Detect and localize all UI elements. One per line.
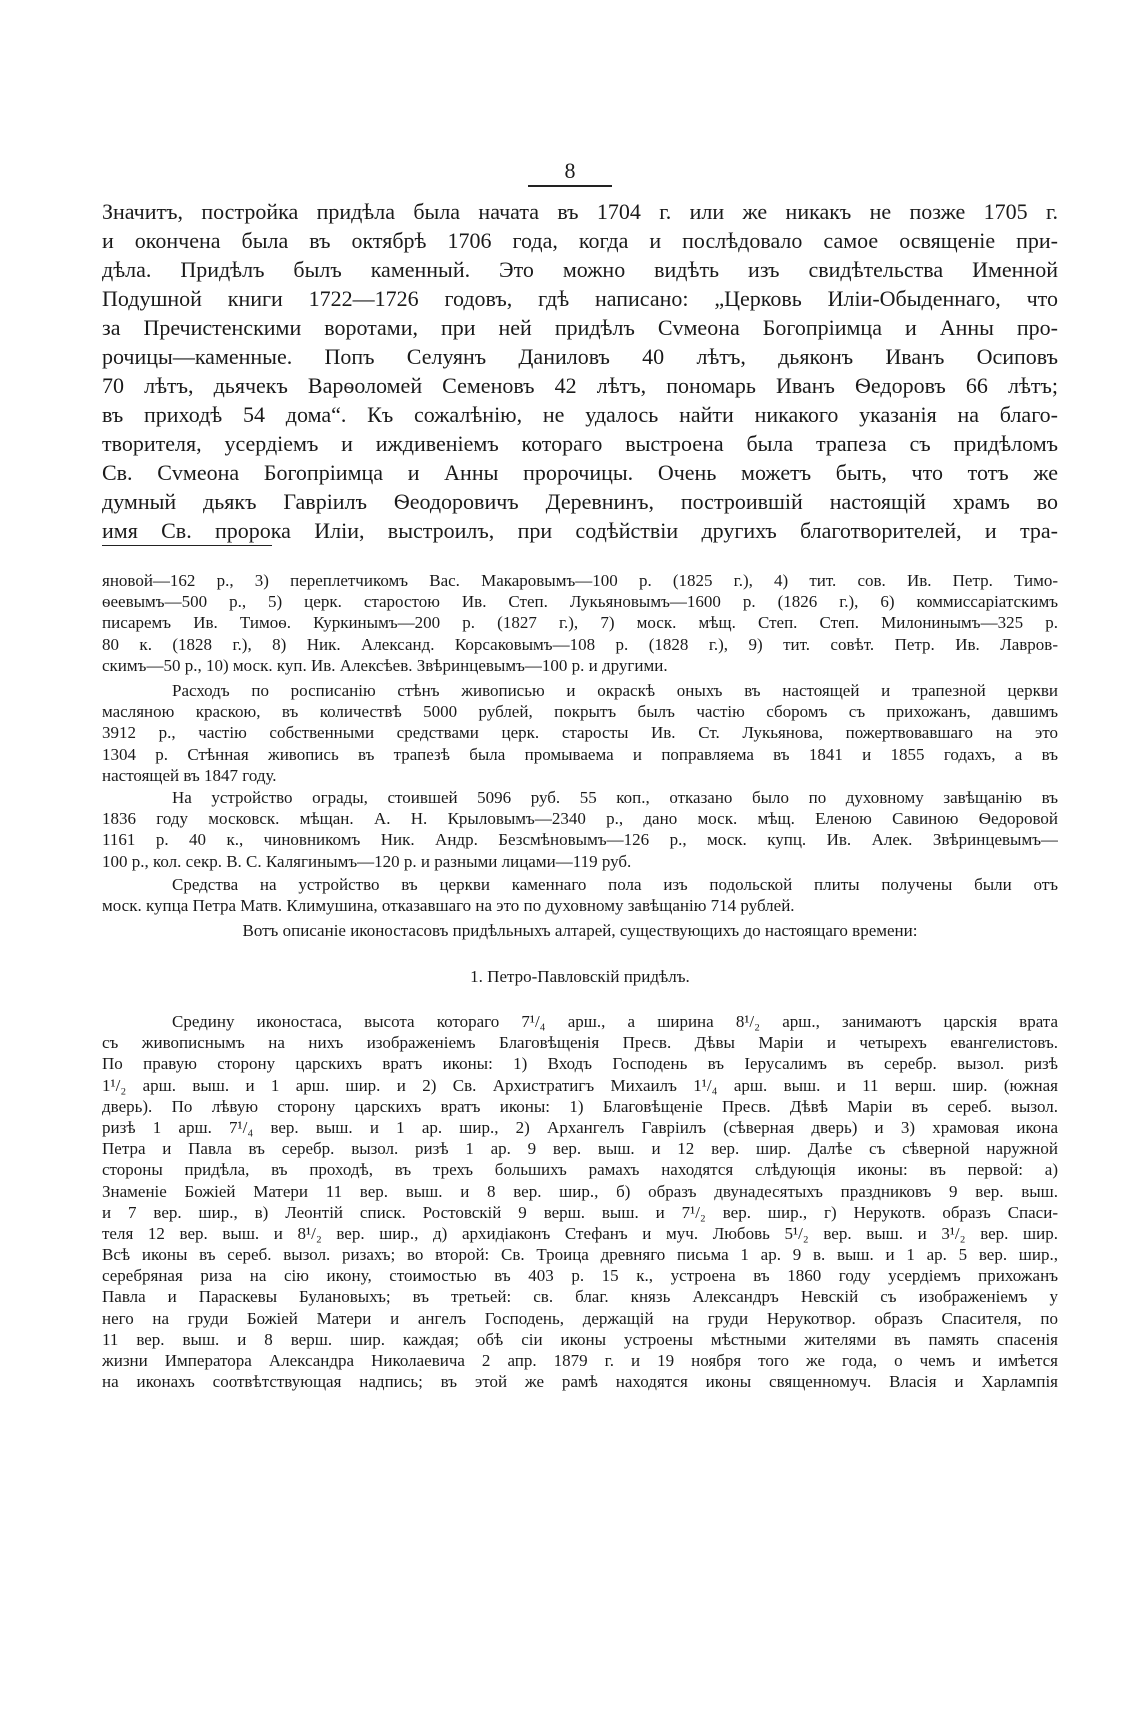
text-line: ѳеевымъ—500 р., 5) церк. старостою Ив. Степ. Лукьяновымъ—1600 р. (1826 г.), 6) коммиссаріатскимъ — [102, 592, 1058, 612]
text-line: дверь). По лѣвую сторону царскихъ вратъ иконы: 1) Благовѣщеніе Пресв. Дѣвѣ Маріи въ сереб. вызол. — [102, 1096, 1058, 1116]
text-line: 70 лѣтъ, дьячекъ Варѳоломей Семеновъ 42 лѣтъ, пономарь Иванъ Ѳедоровъ 66 лѣтъ; — [102, 373, 1058, 398]
text-line: 3912 р., частію собственными средствами церк. старосты Ив. Ст. Лукьянова, пожертвовавшаго на это — [102, 723, 1058, 743]
text-line: масляною краскою, въ количествѣ 5000 рублей, покрытъ былъ частію сборомъ съ прихожанъ, давшимъ — [102, 702, 1058, 722]
page-number: 8 — [564, 158, 576, 183]
text-line: него на груди Божіей Матери и ангелъ Господень, держащій на груди Нерукотвор. образъ Спасителя, по — [102, 1308, 1058, 1328]
page-number-rule — [528, 185, 612, 187]
text-line: Всѣ иконы въ сереб. вызол. ризахъ; во второй: Св. Троица древняго письма 1 ар. 9 в. выш. и 1 ар. 5 вер. шир., — [102, 1245, 1058, 1265]
text-line: серебряная риза на сію икону, стоимостью въ 403 р. 15 к., устроена въ 1860 году усердіемъ прихожанъ — [102, 1266, 1058, 1286]
paragraph-fence — [102, 787, 1058, 872]
text-line: Павла и Параскевы Булановыхъ; въ третьей: св. благ. князь Александръ Невскій съ изображеніемъ у — [102, 1287, 1058, 1307]
section-heading-block — [102, 966, 1058, 987]
main-text — [102, 197, 1058, 545]
text-line: Подушной книги 1722—1726 годовъ, гдѣ написано: „Церковь Иліи-Обыденнаго, что — [102, 286, 1058, 311]
text-line: творителя, усердіемъ и иждивеніемъ котораго выстроена была трапеза съ придѣломъ — [102, 431, 1058, 456]
text-line: съ живописнымъ на нихъ изображеніемъ Благовѣщенія Пресв. Дѣвы Маріи и четырехъ евангелистовъ. — [102, 1033, 1058, 1053]
text-line: на иконахъ соотвѣтствующая надпись; въ этой же рамѣ находятся иконы священномуч. Власія и Харлампія — [102, 1372, 1058, 1392]
text-line: и окончена была въ октябрѣ 1706 года, когда и послѣдовало самое освященіе при- — [102, 228, 1058, 253]
text-line: думный дьякъ Гавріилъ Ѳеодоровичъ Деревнинъ, построившій настоящій храмъ во — [102, 489, 1058, 514]
text-line: Петра и Павла въ серебр. вызол. ризѣ 1 ар. 9 вер. выш. и 12 вер. шир. Далѣе съ сѣверной наружной — [102, 1139, 1058, 1159]
section-heading: 1. Петро-Павловскій придѣлъ. — [470, 967, 690, 986]
text-line: теля 12 вер. выш. и 8¹/₂ вер. шир., д) архидіаконъ Стефанъ и муч. Любовь 5¹/₂ вер. выш. и 3¹/₂ вер. шир. — [102, 1223, 1058, 1243]
paragraph-expenses — [102, 680, 1058, 786]
text-line: Знаменіе Божіей Матери 11 вер. выш. и 8 вер. шир., б) образъ двунадесятыхъ праздниковъ 9 вер. выш. — [102, 1181, 1058, 1201]
text-line: писаремъ Ив. Тимоѳ. Куркинымъ—200 р. (1827 г.), 7) моск. мѣщ. Степ. Степ. Милонинымъ—325 р. — [102, 613, 1058, 633]
text-line: рочицы—каменные. Попъ Селуянъ Даниловъ 40 лѣтъ, дьяконъ Иванъ Осиповъ — [102, 344, 1058, 369]
text-line: жизни Императора Александра Николаевича 2 апр. 1879 г. и 19 ноября того же года, о чемъ и имѣется — [102, 1351, 1058, 1370]
text-line: Средства на устройство въ церкви каменнаго пола изъ подольской плиты получены были отъ — [172, 875, 1058, 894]
text-line: На устройство ограды, стоившей 5096 руб. 55 коп., отказано было по духовному завѣщанію въ — [172, 788, 1058, 807]
text-line: Расходъ по росписанію стѣнъ живописью и окраскѣ оныхъ въ настоящей и трапезной церкви — [172, 681, 1058, 700]
text-line: дѣла. Придѣлъ былъ каменный. Это можно видѣть изъ свидѣтельства Именной — [102, 257, 1058, 282]
text-line: 1161 р. 40 к., чиновникомъ Ник. Андр. Безсмѣновымъ—126 р., моск. купц. Ив. Алек. Звѣринцевымъ— — [102, 830, 1058, 850]
text-line: Значитъ, постройка придѣла была начата въ 1704 г. или же никакъ не позже 1705 г. — [102, 199, 1058, 224]
text-line: за Пречистенскими воротами, при ней придѣлъ Сvмеона Богопріимца и Анны про- — [102, 315, 1058, 340]
text-line: 1304 р. Стѣнная живопись въ трапезѣ была промываема и поправляема въ 1841 и 1855 годахъ, а въ — [102, 744, 1058, 764]
text-line: имя Св. пророка Иліи, выстроилъ, при содѣйствіи другихъ благотворителей, и тра- — [102, 518, 1058, 543]
text-line: яновой—162 р., 3) переплетчикомъ Вас. Макаровымъ—100 р. (1825 г.), 4) тит. сов. Ив. Петр. Тимо- — [102, 571, 1058, 590]
text-line: въ приходѣ 54 дома“. Къ сожалѣнію, не удалось найти никакого указанія на благо- — [102, 402, 1058, 427]
text-line: 100 р., кол. секр. В. С. Калягинымъ—120 р. и разными лицами—119 руб. — [102, 851, 632, 871]
text-line: 1836 году московск. мѣщан. А. Н. Крыловымъ—2340 р., дано моск. мѣщ. Еленою Савиною Ѳедоровой — [102, 809, 1058, 829]
text-line: 1¹/₂ арш. выш. и 1 арш. шир. и 2) Св. Архистратигъ Михаилъ 1¹/₄ арш. выш. и 11 верш. шир. (южная — [102, 1075, 1058, 1095]
text-line: и 7 вер. шир., в) Леонтій списк. Ростовскій 9 верш. выш. и 7¹/₂ вер. шир., г) Нерукотв. образъ Спаси- — [102, 1202, 1058, 1222]
footnote — [102, 570, 1058, 676]
text-line: 11 вер. выш. и 8 верш. шир. каждая; обѣ сіи иконы устроены мѣстными жителями въ память спасенія — [102, 1329, 1058, 1349]
text-line: 80 к. (1828 г.), 8) Ник. Александ. Корсаковымъ—108 р. (1828 г.), 9) тит. совѣт. Петр. Ив. Лавров- — [102, 634, 1058, 654]
text-line: ризѣ 1 арш. 7¹/₄ вер. выш. и 1 ар. шир., 2) Архангелъ Гавріилъ (сѣверная дверь) и 3) храмовая икона — [102, 1117, 1058, 1137]
text-line: Средину иконостаса, высота котораго 7¹/₄ арш., а ширина 8¹/₂ арш., занимаютъ царскія врата — [172, 1012, 1058, 1031]
text-line: моск. купца Петра Матв. Климушина, отказавшаго на это по духовному завѣщанію 714 рублей. — [102, 896, 795, 916]
text-line: скимъ—50 р., 10) моск. куп. Ив. Алексѣев. Звѣринцевымъ—100 р. и другими. — [102, 655, 668, 675]
paragraph-iconostasis — [102, 1011, 1058, 1392]
text-line: настоящей въ 1847 году. — [102, 765, 277, 785]
footnote-divider — [102, 545, 272, 546]
paragraph-intro — [102, 920, 1058, 941]
paragraph-floor — [102, 874, 1058, 916]
text-line: По правую сторону царскихъ вратъ иконы: 1) Входъ Господень въ Іерусалимъ въ серебр. вызол. ризѣ — [102, 1054, 1058, 1074]
text-line: Св. Сvмеона Богопріимца и Анны пророчицы. Очень можетъ быть, что тотъ же — [102, 460, 1058, 485]
text-line: стороны придѣла, въ проходѣ, въ трехъ большихъ рамахъ находятся слѣдующія иконы: въ первой: а) — [102, 1160, 1058, 1180]
text-line: Вотъ описаніе иконостасовъ придѣльныхъ алтарей, существующихъ до настоящаго времени: — [242, 921, 918, 940]
